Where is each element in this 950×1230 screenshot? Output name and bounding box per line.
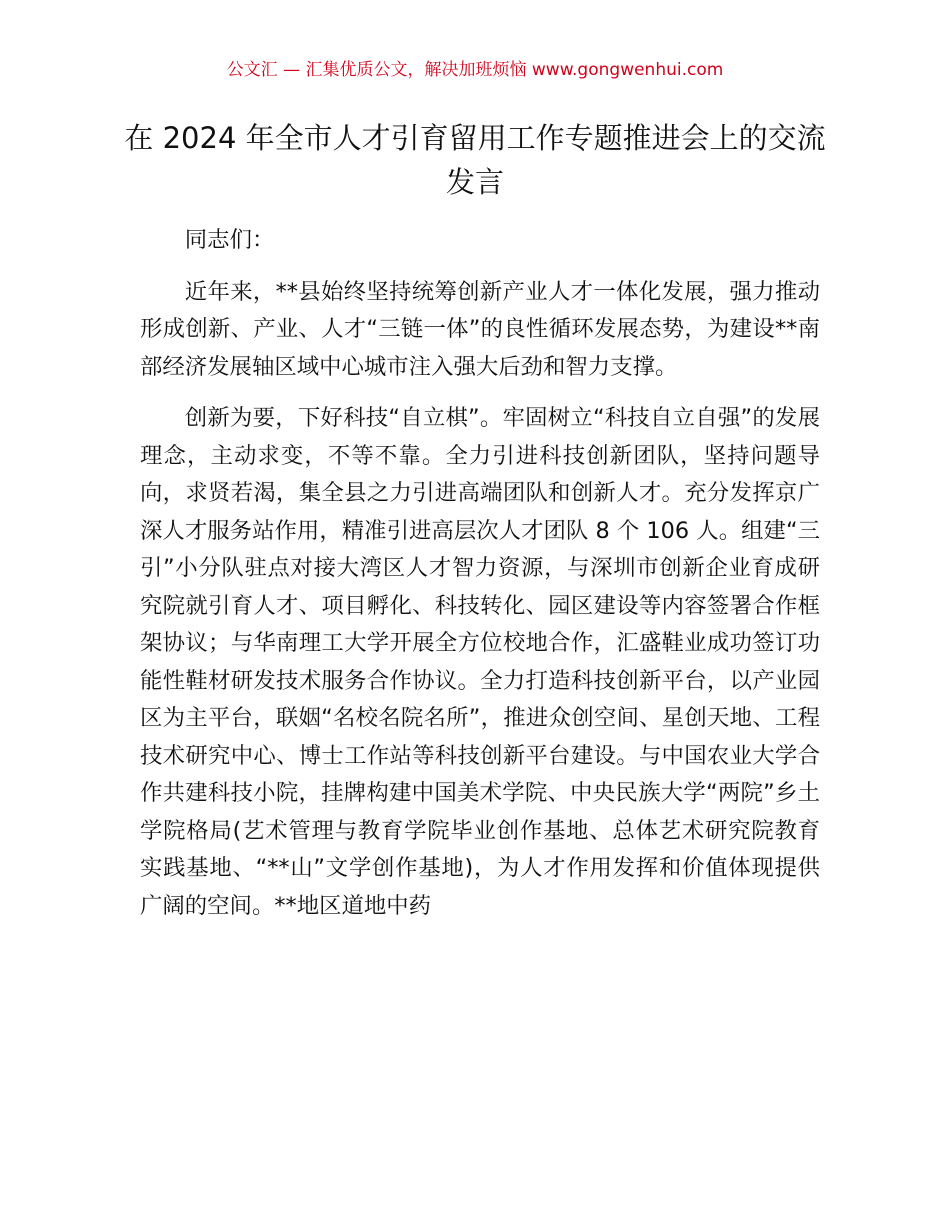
site-banner: 公文汇 — 汇集优质公文，解决加班烦恼 www.gongwenhui.com	[226, 60, 724, 80]
paragraph-intro: 近年来，**县始终坚持统筹创新产业人才一体化发展，强力推动形成创新、产业、人才“三链一体”的良性循环发展态势，为建设**南部经济发展轴区域中心城市注入强大后劲和智力支撑。	[140, 278, 820, 380]
greeting: 同志们：	[184, 227, 275, 253]
document-body	[140, 222, 820, 939]
paragraph-innovation: 创新为要，下好科技“自立棋”。牢固树立“科技自立自强”的发展理念，主动求变，不等不靠。全力引进科技创新团队，坚持问题导向，求贤若渴，集全县之力引进高端团队和创新人才。充分发挥京广深人才服务站作用，精准引进高层次人才团队 8 个 106 人。组建“三引”小分队驻点对接大湾区人才智力资源，与深圳市创新企业育成研究院就引育人才、项目孵化、科技转化、园区建设等内容签署合作框架协议；与华南理工大学开展全方位校地合作，汇盛鞋业成功签订功能性鞋材研发技术服务合作协议。全力打造科技创新平台，以产业园区为主平台，联姻“名校名院名所”，推进众创空间、星创天地、工程技术研究中心、博士工作站等科技创新平台建设。与中国农业大学合作共建科技小院，挂牌构建中国美术学院、中央民族大学“两院”乡土学院格局(艺术管理与教育学院毕业创作基地、总体艺术研究院教育实践基地、“**山”文学创作基地)，为人才作用发挥和价值体现提供广阔的空间。**地区道地中药	[140, 405, 820, 919]
document-title: 在 2024 年全市人才引育留用工作专题推进会上的交流发言	[124, 121, 826, 199]
